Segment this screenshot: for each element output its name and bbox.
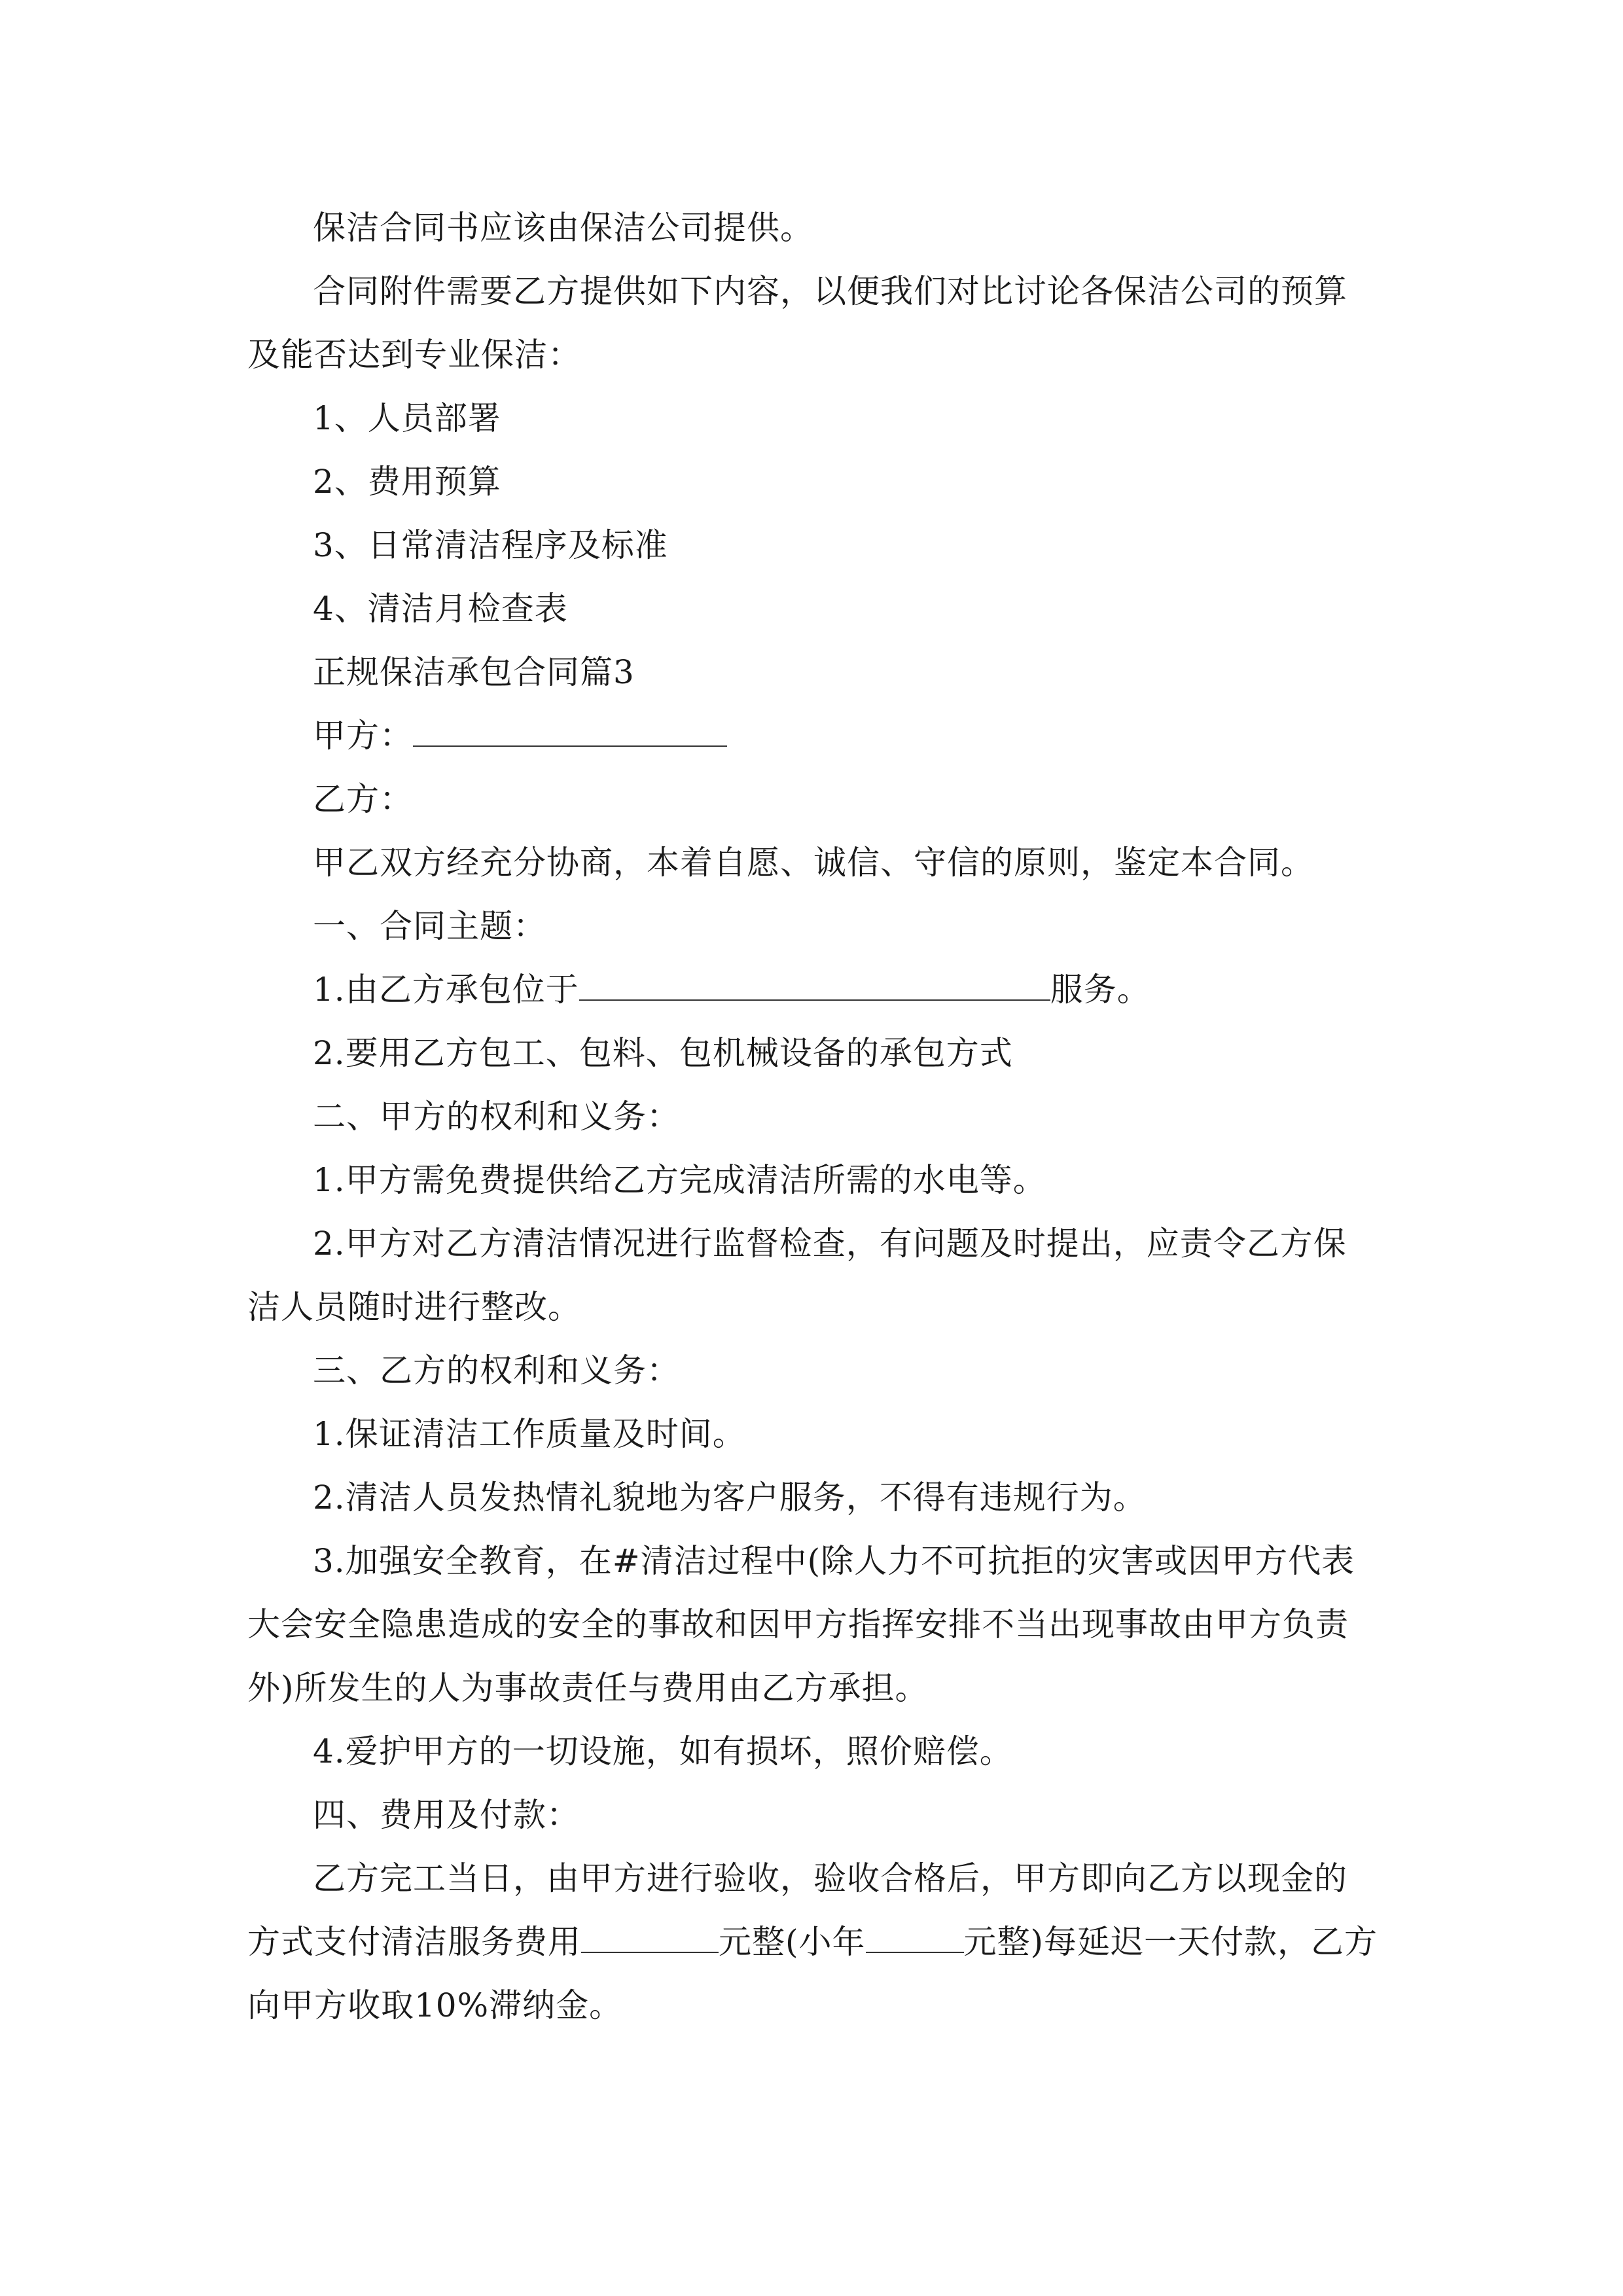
list-item: 3、日常清洁程序及标准 bbox=[313, 526, 668, 564]
amount-blank-small bbox=[866, 1926, 964, 1953]
payment-text: 元整(小年 bbox=[719, 1923, 866, 1961]
payment-text: 元整)每延迟一天付款，乙方向甲方收取10%滞纳金。 bbox=[247, 1923, 1378, 2024]
clause-line bbox=[247, 958, 1380, 1022]
clause-line: 4.爱护甲方的一切设施，如有损坏，照价赔偿。 bbox=[313, 1732, 1013, 1770]
location-blank bbox=[579, 973, 1050, 1001]
section-heading: 三、乙方的权利和义务： bbox=[313, 1352, 680, 1390]
payment-text: 乙方完工当日，由甲方进行验收，验收合格后，甲方即向乙方以现金的方式支付清洁服务费用 bbox=[247, 1859, 1347, 1961]
paragraph: 合同附件需要乙方提供如下内容，以便我们对比讨论各保洁公司的预算及能否达到专业保洁： bbox=[247, 272, 1347, 374]
payment-paragraph bbox=[247, 1847, 1380, 2037]
section-title: 正规保洁承包合同篇3 bbox=[313, 653, 635, 691]
list-item: 2、费用预算 bbox=[313, 463, 501, 501]
document-page bbox=[247, 196, 1380, 2037]
paragraph: 甲乙双方经充分协商，本着自愿、诚信、守信的原则，鉴定本合同。 bbox=[313, 844, 1314, 882]
section-heading: 二、甲方的权利和义务： bbox=[313, 1098, 680, 1136]
section-heading: 一、合同主题： bbox=[313, 907, 546, 945]
clause-line: 2.甲方对乙方清洁情况进行监督检查，有问题及时提出，应责令乙方保洁人员随时进行整改。 bbox=[247, 1225, 1347, 1326]
party-a-label: 甲方： bbox=[313, 717, 413, 755]
clause-line: 3.加强安全教育，在#清洁过程中(除人力不可抗拒的灾害或因甲方代表大会安全隐患造成的安全的事故和因甲方指挥安排不当出现事故由甲方负责外)所发生的人为事故责任与费用由乙方承担。 bbox=[247, 1542, 1355, 1707]
party-b-line: 乙方： bbox=[313, 780, 413, 818]
section-heading: 四、费用及付款： bbox=[313, 1796, 580, 1834]
party-a-blank bbox=[413, 719, 727, 747]
list-item: 1、人员部署 bbox=[313, 399, 501, 437]
clause-line: 1.保证清洁工作质量及时间。 bbox=[313, 1415, 746, 1453]
paragraph: 保洁合同书应该由保洁公司提供。 bbox=[313, 209, 813, 247]
clause-line: 1.甲方需免费提供给乙方完成清洁所需的水电等。 bbox=[313, 1161, 1046, 1199]
list-item: 4、清洁月检查表 bbox=[313, 590, 568, 628]
amount-blank bbox=[581, 1926, 719, 1953]
clause-text: 服务。 bbox=[1050, 971, 1150, 1009]
clause-text: 1.由乙方承包位于 bbox=[313, 971, 579, 1009]
clause-line: 2.要用乙方包工、包料、包机械设备的承包方式 bbox=[313, 1034, 1013, 1072]
party-a-line bbox=[247, 704, 1380, 768]
clause-line: 2.清洁人员发热情礼貌地为客户服务，不得有违规行为。 bbox=[313, 1479, 1147, 1516]
